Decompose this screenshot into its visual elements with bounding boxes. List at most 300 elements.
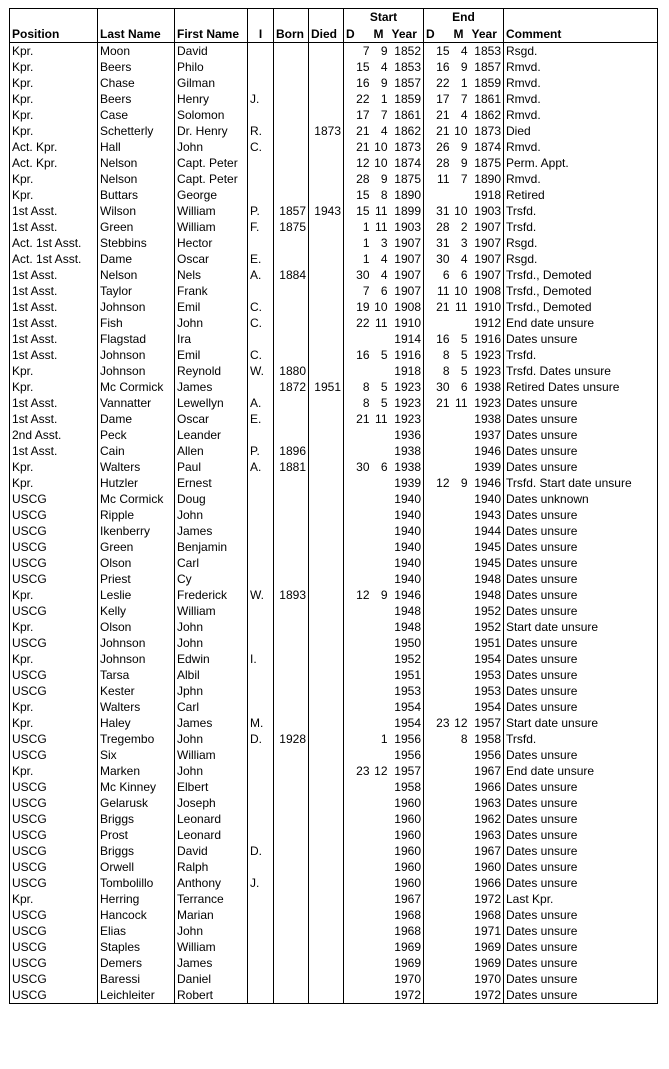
start-month-cell — [372, 923, 390, 939]
table-row — [10, 907, 658, 923]
start-day-cell: 12 — [344, 587, 372, 603]
died-cell — [309, 587, 344, 603]
first-name-cell: Frank — [175, 283, 248, 299]
start-year-cell: 1972 — [390, 987, 424, 1004]
first-name-cell: William — [175, 603, 248, 619]
initial-cell — [248, 379, 274, 395]
position-cell: 1st Asst. — [10, 315, 98, 331]
end-day-cell: 21 — [424, 107, 452, 123]
born-cell: 1893 — [274, 587, 309, 603]
start-year-cell: 1948 — [390, 603, 424, 619]
first-name-cell: Albil — [175, 667, 248, 683]
comment-cell: Last Kpr. — [504, 891, 658, 907]
comment-cell: Trsfd., Demoted — [504, 267, 658, 283]
start-month-cell: 9 — [380, 172, 388, 186]
end-day-cell: 6 — [424, 267, 452, 283]
start-year-cell: 1960 — [390, 859, 424, 875]
born-cell: 1896 — [274, 443, 309, 459]
born-cell — [274, 619, 309, 635]
born-cell — [274, 107, 309, 123]
end-month-cell — [452, 619, 470, 635]
start-day-cell: 23 — [344, 763, 372, 779]
initial-cell — [248, 891, 274, 907]
end-year-cell: 1963 — [470, 795, 504, 811]
last-name-cell: Demers — [98, 955, 175, 971]
born-cell — [274, 139, 309, 155]
end-day-cell — [424, 443, 452, 459]
start-month-cell — [372, 955, 390, 971]
died-cell — [309, 619, 344, 635]
first-name-cell: John — [175, 763, 248, 779]
start-year-cell: 1936 — [390, 427, 424, 443]
end-day-cell — [424, 523, 452, 539]
table-row — [10, 827, 658, 843]
start-day-cell — [344, 779, 372, 795]
died-cell — [309, 843, 344, 859]
end-month-cell: 8 — [460, 732, 468, 746]
initial-cell — [248, 619, 274, 635]
first-name-cell: Anthony — [175, 875, 248, 891]
end-day-cell — [424, 699, 452, 715]
table-row — [10, 555, 658, 571]
end-group-header: End — [424, 9, 504, 26]
start-month-cell — [372, 507, 390, 523]
end-month-cell: 6 — [460, 268, 468, 282]
start-day-cell — [344, 955, 372, 971]
first-name-cell: Gilman — [175, 75, 248, 91]
end-year-header: Year — [470, 25, 504, 43]
end-year-cell: 1873 — [470, 123, 504, 139]
died-cell — [309, 539, 344, 555]
born-cell — [274, 571, 309, 587]
died-cell — [309, 395, 344, 411]
start-year-cell: 1923 — [390, 379, 424, 395]
end-day-cell — [424, 747, 452, 763]
born-cell — [274, 91, 309, 107]
died-cell — [309, 555, 344, 571]
position-cell: USCG — [10, 843, 98, 859]
start-year-cell: 1890 — [390, 187, 424, 203]
start-year-cell: 1857 — [390, 75, 424, 91]
end-month-cell: 5 — [460, 348, 468, 362]
start-year-cell: 1940 — [390, 523, 424, 539]
last-name-cell: Briggs — [98, 811, 175, 827]
end-day-cell — [424, 731, 452, 747]
start-day-cell: 15 — [344, 59, 372, 75]
end-month-cell — [452, 779, 470, 795]
died-cell — [309, 427, 344, 443]
end-day-cell — [424, 875, 452, 891]
end-year-cell: 1861 — [470, 91, 504, 107]
position-cell: Kpr. — [10, 363, 98, 379]
born-cell — [274, 251, 309, 267]
start-month-cell — [372, 715, 390, 731]
comment-cell: End date unsure — [504, 763, 658, 779]
position-cell: USCG — [10, 555, 98, 571]
comment-cell: Dates unsure — [504, 539, 658, 555]
start-month-cell — [372, 747, 390, 763]
start-month-cell — [372, 811, 390, 827]
table-row — [10, 203, 658, 219]
start-year-cell: 1969 — [390, 939, 424, 955]
header-group-row — [10, 9, 658, 26]
table-row — [10, 459, 658, 475]
table-row — [10, 187, 658, 203]
end-day-cell: 21 — [424, 123, 452, 139]
start-year-cell: 1953 — [390, 683, 424, 699]
initial-cell: C. — [248, 315, 274, 331]
died-cell — [309, 779, 344, 795]
start-year-cell: 1907 — [390, 267, 424, 283]
start-day-cell — [344, 715, 372, 731]
start-month-cell: 5 — [380, 396, 388, 410]
start-year-cell: 1956 — [390, 731, 424, 747]
start-month-cell — [372, 427, 390, 443]
first-name-cell: Leonard — [175, 827, 248, 843]
start-year-cell: 1960 — [390, 795, 424, 811]
position-cell: USCG — [10, 955, 98, 971]
end-day-cell: 31 — [424, 203, 452, 219]
end-year-cell: 1857 — [470, 59, 504, 75]
start-month-cell — [372, 699, 390, 715]
end-day-cell — [424, 491, 452, 507]
table-row — [10, 379, 658, 395]
first-name-cell: James — [175, 955, 248, 971]
position-cell: USCG — [10, 907, 98, 923]
start-day-header: D — [344, 25, 372, 43]
start-day-cell — [344, 891, 372, 907]
start-day-cell — [344, 475, 372, 491]
comment-cell: Trsfd. — [504, 203, 658, 219]
end-day-cell — [424, 667, 452, 683]
end-day-cell — [424, 603, 452, 619]
start-day-cell: 30 — [344, 459, 372, 475]
end-year-cell: 1948 — [470, 571, 504, 587]
start-month-cell — [372, 363, 390, 379]
died-cell — [309, 939, 344, 955]
table-row — [10, 731, 658, 747]
start-year-cell: 1969 — [390, 955, 424, 971]
initial-cell: A. — [248, 267, 274, 283]
start-year-cell: 1954 — [390, 715, 424, 731]
died-cell — [309, 411, 344, 427]
start-day-cell — [344, 939, 372, 955]
start-day-cell: 17 — [344, 107, 372, 123]
header-spacer — [274, 9, 309, 26]
initial-cell — [248, 427, 274, 443]
last-name-cell: Johnson — [98, 651, 175, 667]
start-year-cell: 1916 — [390, 347, 424, 363]
first-name-cell: Elbert — [175, 779, 248, 795]
start-year-cell: 1948 — [390, 619, 424, 635]
table-row — [10, 59, 658, 75]
end-year-cell: 1903 — [470, 203, 504, 219]
initial-cell: P. — [248, 443, 274, 459]
died-cell — [309, 955, 344, 971]
start-day-cell — [344, 683, 372, 699]
position-cell: USCG — [10, 539, 98, 555]
end-year-cell: 1923 — [470, 395, 504, 411]
start-day-cell — [344, 443, 372, 459]
start-day-cell — [344, 923, 372, 939]
first-name-cell: Robert — [175, 987, 248, 1004]
end-year-cell: 1923 — [470, 347, 504, 363]
comment-cell: Dates unsure — [504, 651, 658, 667]
born-cell — [274, 507, 309, 523]
comment-cell: Dates unsure — [504, 987, 658, 1004]
start-year-cell: 1923 — [390, 411, 424, 427]
table-row — [10, 91, 658, 107]
end-day-cell: 8 — [424, 347, 452, 363]
last-name-cell: Hutzler — [98, 475, 175, 491]
end-month-cell: 4 — [460, 108, 468, 122]
died-cell — [309, 187, 344, 203]
start-day-cell — [344, 491, 372, 507]
comment-cell: Dates unsure — [504, 795, 658, 811]
start-month-cell — [372, 779, 390, 795]
header-spacer — [10, 9, 98, 26]
last-name-cell: Prost — [98, 827, 175, 843]
position-cell: USCG — [10, 731, 98, 747]
end-month-cell — [452, 555, 470, 571]
last-name-cell: Hancock — [98, 907, 175, 923]
comment-cell: Dates unsure — [504, 971, 658, 987]
position-cell: USCG — [10, 683, 98, 699]
end-day-header: D — [424, 25, 452, 43]
end-year-cell: 1918 — [470, 187, 504, 203]
start-year-cell: 1938 — [390, 443, 424, 459]
start-day-cell: 7 — [344, 43, 372, 60]
end-year-cell: 1853 — [470, 43, 504, 60]
table-row — [10, 363, 658, 379]
position-cell: USCG — [10, 923, 98, 939]
start-year-cell: 1951 — [390, 667, 424, 683]
comment-cell: Start date unsure — [504, 619, 658, 635]
first-name-cell: Henry — [175, 91, 248, 107]
initial-cell — [248, 571, 274, 587]
end-month-cell: 4 — [460, 252, 468, 266]
last-name-cell: Priest — [98, 571, 175, 587]
end-year-cell: 1946 — [470, 475, 504, 491]
end-year-cell: 1953 — [470, 667, 504, 683]
end-year-cell: 1966 — [470, 779, 504, 795]
end-month-cell — [452, 907, 470, 923]
position-header: Position — [10, 25, 98, 43]
end-month-cell: 12 — [454, 716, 468, 730]
end-month-cell — [452, 523, 470, 539]
last-name-cell: Buttars — [98, 187, 175, 203]
end-day-cell — [424, 683, 452, 699]
first-name-cell: Terrance — [175, 891, 248, 907]
end-year-cell: 1967 — [470, 763, 504, 779]
first-name-cell: William — [175, 939, 248, 955]
start-year-cell: 1908 — [390, 299, 424, 315]
start-day-cell — [344, 795, 372, 811]
last-name-cell: Ripple — [98, 507, 175, 523]
table-row — [10, 267, 658, 283]
start-year-cell: 1970 — [390, 971, 424, 987]
end-year-cell: 1969 — [470, 939, 504, 955]
comment-cell: Trsfd. Dates unsure — [504, 363, 658, 379]
comment-cell: Rsgd. — [504, 43, 658, 60]
initial-cell — [248, 779, 274, 795]
start-day-cell — [344, 539, 372, 555]
start-day-cell — [344, 507, 372, 523]
born-cell — [274, 651, 309, 667]
start-day-cell: 21 — [344, 411, 372, 427]
first-name-cell: Solomon — [175, 107, 248, 123]
last-name-cell: Nelson — [98, 155, 175, 171]
end-month-cell — [452, 651, 470, 667]
initial-cell — [248, 43, 274, 60]
last-name-cell: Dame — [98, 411, 175, 427]
initial-cell: C. — [248, 347, 274, 363]
last-name-cell: Six — [98, 747, 175, 763]
position-cell: USCG — [10, 491, 98, 507]
died-cell — [309, 43, 344, 60]
first-name-cell: Dr. Henry — [175, 123, 248, 139]
initial-cell — [248, 683, 274, 699]
start-day-cell — [344, 699, 372, 715]
born-cell — [274, 891, 309, 907]
start-year-cell: 1907 — [390, 251, 424, 267]
start-month-cell: 8 — [380, 188, 388, 202]
end-month-cell — [452, 187, 470, 203]
last-name-cell: Stebbins — [98, 235, 175, 251]
initial-cell — [248, 987, 274, 1004]
initial-cell — [248, 955, 274, 971]
end-day-cell — [424, 939, 452, 955]
start-day-cell: 7 — [344, 283, 372, 299]
died-cell — [309, 347, 344, 363]
born-cell — [274, 603, 309, 619]
last-name-cell: Leslie — [98, 587, 175, 603]
start-month-cell: 1 — [380, 92, 388, 106]
end-month-cell: 6 — [460, 380, 468, 394]
first-name-cell: Allen — [175, 443, 248, 459]
first-name-cell: Cy — [175, 571, 248, 587]
start-day-cell — [344, 859, 372, 875]
last-name-cell: Johnson — [98, 299, 175, 315]
start-month-cell — [372, 843, 390, 859]
start-year-cell: 1903 — [390, 219, 424, 235]
initial-cell — [248, 75, 274, 91]
died-header: Died — [309, 25, 344, 43]
comment-cell: Rmvd. — [504, 139, 658, 155]
comment-cell: Dates unsure — [504, 459, 658, 475]
table-row — [10, 171, 658, 187]
comment-cell: Rmvd. — [504, 171, 658, 187]
first-name-cell: Capt. Peter — [175, 155, 248, 171]
end-month-cell — [452, 699, 470, 715]
first-name-cell: James — [175, 715, 248, 731]
end-year-cell: 1945 — [470, 555, 504, 571]
comment-cell: Trsfd., Demoted — [504, 299, 658, 315]
end-month-cell — [452, 971, 470, 987]
end-year-cell: 1968 — [470, 907, 504, 923]
initial-cell — [248, 59, 274, 75]
died-cell — [309, 91, 344, 107]
end-month-cell: 10 — [454, 284, 468, 298]
last-name-cell: Beers — [98, 59, 175, 75]
end-day-cell — [424, 587, 452, 603]
comment-cell: Dates unsure — [504, 395, 658, 411]
initial-cell — [248, 747, 274, 763]
position-cell: USCG — [10, 747, 98, 763]
comment-cell: Rmvd. — [504, 75, 658, 91]
comment-cell: Trsfd., Demoted — [504, 283, 658, 299]
end-day-cell — [424, 539, 452, 555]
born-cell — [274, 75, 309, 91]
end-day-cell: 22 — [424, 75, 452, 91]
end-month-cell — [452, 683, 470, 699]
born-cell: 1880 — [274, 363, 309, 379]
end-year-cell: 1875 — [470, 155, 504, 171]
born-cell — [274, 187, 309, 203]
start-year-cell: 1956 — [390, 747, 424, 763]
start-year-cell: 1960 — [390, 827, 424, 843]
born-cell — [274, 683, 309, 699]
died-cell — [309, 891, 344, 907]
table-row — [10, 683, 658, 699]
table-row — [10, 331, 658, 347]
start-month-cell: 5 — [380, 348, 388, 362]
end-year-cell: 1862 — [470, 107, 504, 123]
last-name-cell: Case — [98, 107, 175, 123]
died-cell — [309, 875, 344, 891]
start-month-cell: 11 — [375, 412, 388, 426]
start-year-cell: 1960 — [390, 811, 424, 827]
end-day-cell: 30 — [424, 379, 452, 395]
end-month-cell: 2 — [460, 220, 468, 234]
end-day-cell — [424, 187, 452, 203]
initial-cell — [248, 331, 274, 347]
table-row — [10, 651, 658, 667]
comment-cell: Rsgd. — [504, 251, 658, 267]
comment-cell: Dates unsure — [504, 507, 658, 523]
start-month-cell: 4 — [380, 252, 388, 266]
end-year-cell: 1937 — [470, 427, 504, 443]
end-year-cell: 1957 — [470, 715, 504, 731]
position-cell: USCG — [10, 827, 98, 843]
table-row — [10, 891, 658, 907]
born-cell — [274, 235, 309, 251]
start-day-cell: 30 — [344, 267, 372, 283]
start-day-cell: 1 — [344, 251, 372, 267]
table-row — [10, 539, 658, 555]
born-cell — [274, 347, 309, 363]
end-day-cell: 16 — [424, 331, 452, 347]
start-day-cell — [344, 363, 372, 379]
last-name-cell: Tregembo — [98, 731, 175, 747]
end-month-cell — [452, 843, 470, 859]
first-name-cell: David — [175, 843, 248, 859]
start-year-cell: 1923 — [390, 395, 424, 411]
died-cell — [309, 315, 344, 331]
position-cell: 1st Asst. — [10, 267, 98, 283]
last-name-cell: Johnson — [98, 363, 175, 379]
last-name-cell: Green — [98, 219, 175, 235]
position-cell: USCG — [10, 811, 98, 827]
end-day-cell — [424, 795, 452, 811]
start-year-cell: 1875 — [390, 171, 424, 187]
died-cell — [309, 811, 344, 827]
start-day-cell: 16 — [344, 347, 372, 363]
table-row — [10, 523, 658, 539]
first-name-header: First Name — [175, 25, 248, 43]
start-month-cell: 11 — [375, 204, 388, 218]
start-month-cell — [372, 875, 390, 891]
